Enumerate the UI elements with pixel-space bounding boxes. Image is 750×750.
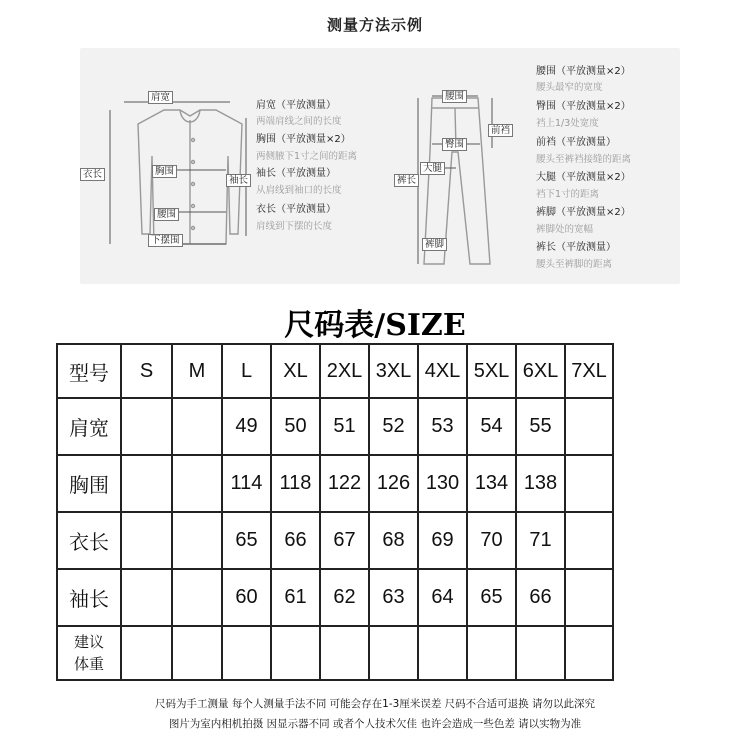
table-cell: [320, 626, 369, 680]
table-cell: [121, 512, 172, 569]
size-header-cell: 5XL: [467, 344, 516, 398]
table-cell: [565, 398, 613, 455]
table-cell: [121, 398, 172, 455]
size-header-cell: XL: [271, 344, 320, 398]
table-cell: 114: [222, 455, 271, 512]
shirt-desc-shoulder: 两端肩线之间的长度: [256, 116, 342, 127]
pants-desc-length: 腰头至裤脚的距离: [536, 259, 613, 270]
table-cell: 63: [369, 569, 418, 626]
footnote-line-1: 尺码为手工测量 每个人测量手法不同 可能会存在1-3厘米误差 尺码不合适可退换 请勿以此深究: [155, 698, 595, 710]
table-row: [57, 569, 613, 626]
shirt-label-length: 衣长（平放测量）: [256, 204, 336, 215]
table-row: [57, 512, 613, 569]
table-cell: [172, 455, 222, 512]
tag-pants-length: 裤长: [394, 174, 419, 187]
row-label-sleeve: 袖长: [57, 569, 121, 626]
table-cell: 52: [369, 398, 418, 455]
pants-label-thigh: 大腿（平放测量×2）: [536, 172, 631, 183]
table-cell: 68: [369, 512, 418, 569]
row-label-weight: 建议 体重: [57, 626, 121, 680]
table-cell: 53: [418, 398, 467, 455]
table-cell: [565, 512, 613, 569]
tag-pants-waist: 腰围: [442, 90, 467, 103]
size-header-cell: M: [172, 344, 222, 398]
table-cell: 65: [467, 569, 516, 626]
table-cell: [121, 569, 172, 626]
size-header-cell: 2XL: [320, 344, 369, 398]
table-cell: [565, 626, 613, 680]
size-header-cell: L: [222, 344, 271, 398]
table-cell: 69: [418, 512, 467, 569]
shirt-label-chest: 胸围（平放测量×2）: [256, 134, 351, 145]
pants-desc-cuff: 裤脚处的宽幅: [536, 224, 594, 235]
row-label-shoulder: 肩宽: [57, 398, 121, 455]
table-cell: [467, 626, 516, 680]
table-cell: 118: [271, 455, 320, 512]
table-cell: [516, 626, 565, 680]
table-cell: [565, 569, 613, 626]
table-cell: 126: [369, 455, 418, 512]
pants-label-waist: 腰围（平放测量×2）: [536, 66, 631, 77]
size-header-cell: S: [121, 344, 172, 398]
table-cell: 66: [516, 569, 565, 626]
table-cell: [172, 626, 222, 680]
method-title: 测量方法示例: [326, 16, 423, 34]
table-cell: 62: [320, 569, 369, 626]
table-cell: 50: [271, 398, 320, 455]
table-cell: 64: [418, 569, 467, 626]
pants-desc-waist: 腰头最窄的宽度: [536, 82, 603, 93]
shirt-measure-lines: [110, 102, 246, 244]
table-cell: 71: [516, 512, 565, 569]
table-cell: 66: [271, 512, 320, 569]
pants-label-cuff: 裤脚（平放测量×2）: [536, 207, 631, 218]
pants-desc-rise: 腰头至裤裆接缝的距离: [536, 154, 632, 165]
table-cell: 51: [320, 398, 369, 455]
pants-desc-hip: 裆上1/3处宽度: [536, 118, 599, 129]
table-row: [57, 455, 613, 512]
tag-pants-rise: 前裆: [488, 124, 513, 137]
table-cell: [418, 626, 467, 680]
pants-label-length: 裤长（平放测量）: [536, 242, 616, 253]
table-cell: 67: [320, 512, 369, 569]
size-header-cell: 4XL: [418, 344, 467, 398]
shirt-desc-length: 肩线到下摆的长度: [256, 221, 333, 232]
table-cell: [271, 626, 320, 680]
table-cell: 61: [271, 569, 320, 626]
row-label-chest: 胸围: [57, 455, 121, 512]
tag-pants-hip: 臀围: [442, 138, 467, 151]
shirt-label-sleeve: 袖长（平放测量）: [256, 168, 336, 179]
table-cell: [369, 626, 418, 680]
tag-pants-cuff: 裤脚: [422, 238, 447, 251]
table-cell: 60: [222, 569, 271, 626]
tag-shirt-chest: 胸围: [152, 165, 177, 178]
table-cell: [121, 455, 172, 512]
shirt-desc-sleeve: 从肩线到袖口的长度: [256, 185, 342, 196]
table-cell: [172, 569, 222, 626]
table-cell: 134: [467, 455, 516, 512]
table-cell: [565, 455, 613, 512]
measurement-diagram: [80, 48, 680, 284]
footnote-line-2: 图片为室内相机拍摄 因显示器不同 或者个人技术欠佳 也许会造成一些色差 请以实物为准: [168, 718, 582, 730]
shirt-label-shoulder: 肩宽（平放测量）: [256, 100, 336, 111]
table-cell: 54: [467, 398, 516, 455]
table-cell: [222, 626, 271, 680]
size-header-cell: 6XL: [516, 344, 565, 398]
size-table: [56, 343, 614, 681]
table-cell: [172, 512, 222, 569]
table-header-row: [57, 344, 613, 398]
table-cell: 55: [516, 398, 565, 455]
table-cell: 130: [418, 455, 467, 512]
pants-desc-thigh: 裆下1寸的距离: [536, 189, 600, 200]
size-chart-title: 尺码表/SIZE: [284, 308, 466, 343]
table-cell: [172, 398, 222, 455]
header-cell-model: 型号: [57, 344, 121, 398]
table-row: [57, 626, 613, 680]
table-cell: 70: [467, 512, 516, 569]
table-cell: 65: [222, 512, 271, 569]
table-cell: 49: [222, 398, 271, 455]
table-cell: [121, 626, 172, 680]
row-label-length: 衣长: [57, 512, 121, 569]
tag-shirt-length: 衣长: [80, 168, 105, 181]
tag-shirt-hem: 下摆围: [148, 234, 183, 247]
tag-shirt-waist: 腰围: [154, 208, 179, 221]
size-header-cell: 7XL: [565, 344, 613, 398]
table-row: [57, 398, 613, 455]
pants-label-rise: 前裆（平放测量）: [536, 137, 616, 148]
tag-shirt-sleeve: 袖长: [226, 174, 251, 187]
shirt-desc-chest: 两侧腋下1寸之间的距离: [256, 151, 358, 162]
size-header-cell: 3XL: [369, 344, 418, 398]
pants-label-hip: 臀围（平放测量×2）: [536, 101, 631, 112]
tag-pants-thigh: 大腿: [420, 162, 445, 175]
table-cell: 138: [516, 455, 565, 512]
table-cell: 122: [320, 455, 369, 512]
tag-shirt-shoulder: 肩宽: [148, 91, 173, 104]
